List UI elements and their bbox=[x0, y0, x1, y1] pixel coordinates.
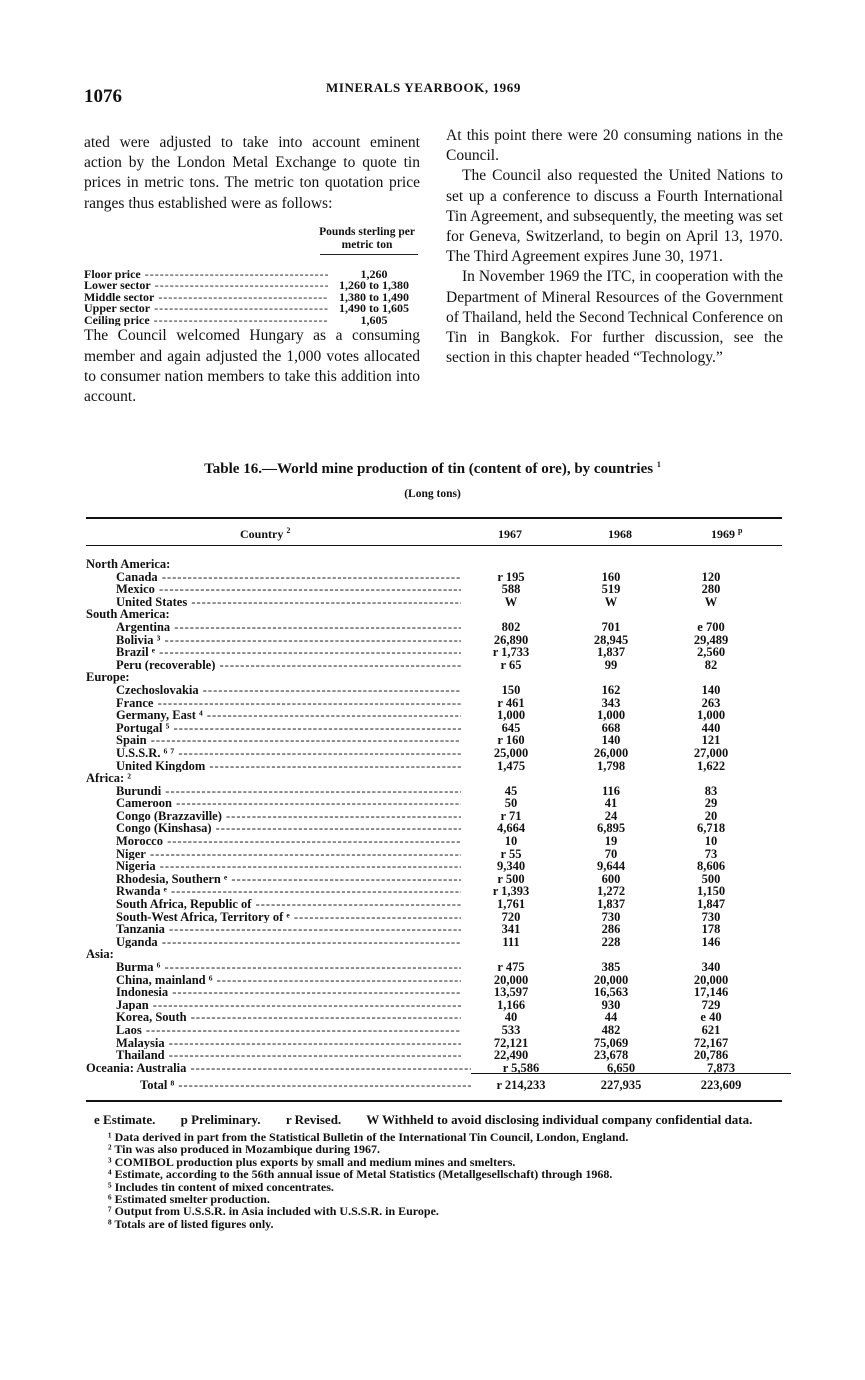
value-cell: 20 bbox=[704, 808, 718, 823]
value-cell: 45 bbox=[504, 783, 518, 798]
value-cell: 1,837 bbox=[596, 897, 626, 912]
country-cell: China, mainland ⁶ ----- bbox=[86, 974, 461, 987]
footnote: ⁵ Includes tin content of mixed concentrates. bbox=[108, 1179, 334, 1194]
country-cell: Cameroon ----- bbox=[86, 797, 461, 810]
country-cell: South Africa, Republic of ----- bbox=[86, 898, 461, 911]
value-cell: 1,847 bbox=[696, 897, 726, 912]
page-number: 1076 bbox=[84, 86, 122, 107]
value-cell: 29,489 bbox=[693, 632, 729, 647]
value-cell: 6,650 bbox=[606, 1060, 636, 1075]
country-cell: Argentina ----- bbox=[86, 621, 461, 634]
value-cell: 70 bbox=[604, 846, 618, 861]
value-cell: r 1,393 bbox=[492, 884, 530, 899]
value-cell: 668 bbox=[601, 720, 621, 735]
table-row bbox=[86, 797, 786, 810]
footnote: ⁸ Totals are of listed figures only. bbox=[108, 1216, 274, 1231]
total-rule bbox=[471, 1073, 791, 1074]
value-cell: W bbox=[504, 594, 518, 609]
value-cell: 1,272 bbox=[596, 884, 626, 899]
value-cell: r 195 bbox=[497, 569, 525, 584]
footnote: ⁴ Estimate, according to the 56th annual issue of Metal Statistics (Metallgesellschaft) through 1968. bbox=[108, 1167, 613, 1182]
country-cell: North America: bbox=[86, 558, 171, 571]
value-cell: 160 bbox=[601, 569, 621, 584]
value-cell bbox=[671, 671, 771, 684]
table-row bbox=[86, 986, 786, 999]
country-cell: Uganda ----- bbox=[86, 936, 461, 949]
table-row bbox=[86, 961, 786, 974]
country-cell: South-West Africa, Territory of ᵉ ----- bbox=[86, 911, 461, 924]
table-row bbox=[86, 1037, 786, 1050]
value-cell: 440 bbox=[701, 720, 721, 735]
value-cell: 16,563 bbox=[593, 985, 629, 1000]
table-row bbox=[86, 785, 786, 798]
value-cell: 150 bbox=[501, 682, 521, 697]
country-cell: Germany, East ⁴ ----- bbox=[86, 709, 461, 722]
country-cell: United Kingdom ----- bbox=[86, 760, 461, 773]
value-cell: 116 bbox=[601, 783, 621, 798]
footnote: ¹ Data derived in part from the Statistical Bulletin of the International Tin Council, London, England. bbox=[108, 1130, 629, 1144]
value-cell bbox=[571, 772, 671, 785]
value-cell: 10 bbox=[704, 834, 718, 849]
right-paragraph-1: At this point there were 20 consuming nations in the Council. bbox=[446, 127, 783, 165]
table-row bbox=[86, 885, 786, 898]
quote-label: Ceiling price ----- bbox=[84, 315, 328, 327]
country-cell: Bolivia ³ ----- bbox=[86, 634, 461, 647]
value-cell: 519 bbox=[601, 582, 621, 597]
value-cell: 533 bbox=[501, 1022, 521, 1037]
value-cell: 228 bbox=[601, 934, 621, 949]
legend-withheld: W Withheld to avoid disclosing individual company confidential data. bbox=[366, 1112, 753, 1127]
value-cell: 645 bbox=[501, 720, 521, 735]
value-cell: 1,475 bbox=[496, 758, 526, 773]
table-row bbox=[86, 571, 786, 584]
table-row bbox=[86, 1011, 786, 1024]
country-cell: Congo (Brazzaville) ----- bbox=[86, 810, 461, 823]
right-paragraph-3: In November 1969 the ITC, in cooperation with the Department of Mineral Resources of the Government of Thailand, held the Second Technical Conference on Tin in Bangkok. For further discussion, see the section in this chapter headed “Technology.” bbox=[446, 268, 783, 367]
value-cell bbox=[471, 608, 571, 621]
country-cell: Congo (Kinshasa) ----- bbox=[86, 822, 461, 835]
table-row bbox=[86, 873, 786, 886]
value-cell: 343 bbox=[601, 695, 621, 710]
value-cell bbox=[571, 671, 671, 684]
country-cell: Brazil ᵉ ----- bbox=[86, 646, 461, 659]
value-cell: 26,000 bbox=[593, 745, 629, 760]
value-cell: r 5,586 bbox=[502, 1060, 540, 1075]
total-label: Total ⁸ ----- bbox=[86, 1078, 471, 1093]
value-cell: 1,000 bbox=[596, 708, 626, 723]
table-title-note: 1 bbox=[656, 460, 661, 469]
value-cell: 146 bbox=[701, 934, 721, 949]
value-cell: 802 bbox=[501, 619, 521, 634]
right-paragraph-2: The Council also requested the United Nations to set up a conference to discuss a Fourth International Tin Agreement, and subsequently, the meeting was set for Geneva, Switzerland, to begin on April 13, 1970. The Third Agreement expires June 30, 1971. bbox=[446, 167, 783, 266]
country-cell: Thailand ----- bbox=[86, 1049, 461, 1062]
table-body bbox=[86, 558, 786, 1074]
country-cell: Niger ----- bbox=[86, 848, 461, 861]
table-row bbox=[86, 911, 786, 924]
column-header-1967: 1967 bbox=[498, 527, 522, 541]
country-cell: South America: bbox=[86, 608, 170, 621]
value-cell: 20,000 bbox=[593, 972, 629, 987]
value-cell: 25,000 bbox=[493, 745, 529, 760]
value-cell: r 461 bbox=[497, 695, 525, 710]
column-header-1968: 1968 bbox=[608, 527, 632, 541]
value-cell: 340 bbox=[701, 960, 721, 974]
value-cell: r 160 bbox=[497, 733, 525, 748]
table-row bbox=[86, 709, 786, 722]
value-cell: W bbox=[604, 594, 618, 609]
quote-table-rule bbox=[320, 254, 418, 255]
value-cell: 83 bbox=[704, 783, 718, 798]
table-row bbox=[86, 634, 786, 647]
quote-value: 1,260 to 1,380 bbox=[339, 278, 409, 293]
table-row-total bbox=[86, 1078, 786, 1093]
value-cell: 6,718 bbox=[696, 821, 726, 836]
table-row bbox=[86, 583, 786, 596]
table-row bbox=[86, 822, 786, 835]
country-cell: Morocco ----- bbox=[86, 835, 461, 848]
table-subtitle: (Long tons) bbox=[404, 488, 461, 500]
country-cell: Canada ----- bbox=[86, 571, 461, 584]
quote-table-header: Pounds sterling per metric ton bbox=[319, 225, 415, 251]
value-cell bbox=[671, 772, 771, 785]
value-cell: 27,000 bbox=[693, 745, 729, 760]
value-cell bbox=[471, 558, 571, 571]
quote-row bbox=[84, 312, 420, 327]
value-cell: 140 bbox=[701, 682, 721, 697]
value-cell: 7,873 bbox=[706, 1060, 736, 1075]
value-cell: 140 bbox=[601, 733, 621, 748]
table-row bbox=[86, 974, 786, 987]
value-cell: W bbox=[704, 594, 718, 609]
value-cell: 50 bbox=[504, 796, 518, 811]
value-cell: 28,945 bbox=[593, 632, 629, 647]
value-cell: 701 bbox=[601, 619, 621, 634]
value-cell: 1,622 bbox=[696, 758, 726, 773]
table-region-row bbox=[86, 772, 786, 785]
value-cell: 385 bbox=[601, 960, 621, 974]
value-cell: 600 bbox=[601, 871, 621, 886]
country-cell: Indonesia ----- bbox=[86, 986, 461, 999]
table-row bbox=[86, 722, 786, 735]
value-cell: 72,167 bbox=[693, 1035, 729, 1050]
table-row bbox=[86, 659, 786, 672]
value-cell: 1,150 bbox=[696, 884, 726, 899]
value-cell: r 55 bbox=[500, 846, 522, 861]
value-cell: 280 bbox=[701, 582, 721, 597]
country-cell: Portugal ⁵ ----- bbox=[86, 722, 461, 735]
value-cell: 588 bbox=[501, 582, 521, 597]
quote-value: 1,605 bbox=[360, 312, 388, 327]
table-row bbox=[86, 810, 786, 823]
left-paragraph-1: ated were adjusted to take into account eminent action by the London Metal Exchange to quote tin prices in metric tons. The metric ton quotation price ranges thus established were as follows: bbox=[84, 134, 420, 212]
value-cell: 99 bbox=[604, 657, 618, 672]
table-row bbox=[86, 734, 786, 747]
country-cell: United States ----- bbox=[86, 596, 461, 609]
value-cell: 1,761 bbox=[496, 897, 526, 912]
table-title-text: Table 16.—World mine production of tin (content of ore), by countries bbox=[204, 461, 654, 477]
table-row bbox=[86, 684, 786, 697]
value-cell: 730 bbox=[601, 909, 621, 924]
country-cell: Africa: ² bbox=[86, 772, 132, 785]
table-row bbox=[86, 936, 786, 949]
value-cell: 6,895 bbox=[596, 821, 626, 836]
country-cell: Korea, South ----- bbox=[86, 1011, 461, 1024]
value-cell: 482 bbox=[601, 1022, 621, 1037]
quote-label: Middle sector ----- bbox=[84, 292, 328, 304]
value-cell bbox=[671, 948, 771, 961]
left-column bbox=[84, 133, 420, 407]
country-cell: Spain ----- bbox=[86, 734, 461, 747]
value-cell bbox=[571, 558, 671, 571]
value-cell: 120 bbox=[701, 569, 721, 584]
value-cell: 26,890 bbox=[493, 632, 529, 647]
column-header-1969: 1969 $^p$ bbox=[711, 526, 743, 541]
table-row bbox=[86, 621, 786, 634]
footnote: ⁶ Estimated smelter production. bbox=[108, 1192, 270, 1207]
table-row bbox=[86, 1049, 786, 1062]
country-cell: Europe: bbox=[86, 671, 130, 684]
quote-label: Lower sector ----- bbox=[84, 280, 328, 292]
value-cell: e 700 bbox=[697, 619, 725, 634]
value-cell: 162 bbox=[601, 682, 621, 697]
country-cell: France ----- bbox=[86, 697, 461, 710]
value-cell: 1,000 bbox=[496, 708, 526, 723]
value-cell bbox=[671, 558, 771, 571]
country-cell: Burma ⁶ ----- bbox=[86, 961, 461, 974]
value-cell: 73 bbox=[704, 846, 718, 861]
value-cell: 730 bbox=[701, 909, 721, 924]
value-cell: 10 bbox=[504, 834, 518, 849]
value-cell: 621 bbox=[701, 1022, 721, 1037]
total-1967: r 214,233 bbox=[496, 1078, 546, 1092]
country-cell: Czechoslovakia ----- bbox=[86, 684, 461, 697]
country-cell: Japan ----- bbox=[86, 999, 461, 1012]
value-cell: 111 bbox=[502, 934, 520, 949]
country-cell: Rwanda ᵉ ----- bbox=[86, 885, 461, 898]
quote-value: 1,260 bbox=[360, 266, 388, 281]
value-cell: 44 bbox=[604, 1010, 618, 1025]
quote-label: Upper sector ----- bbox=[84, 303, 328, 315]
table-region-row bbox=[86, 671, 786, 684]
value-cell: 22,490 bbox=[493, 1048, 529, 1063]
quote-label: Floor price ----- bbox=[84, 269, 328, 281]
value-cell: 40 bbox=[504, 1010, 518, 1025]
country-cell: U.S.S.R. ⁶ ⁷ ----- bbox=[86, 747, 461, 760]
value-cell: 341 bbox=[501, 922, 521, 937]
country-cell: Malaysia ----- bbox=[86, 1037, 461, 1050]
value-cell bbox=[571, 608, 671, 621]
value-cell: 8,606 bbox=[696, 859, 726, 874]
value-cell: r 65 bbox=[500, 657, 522, 672]
column-header-country: Country $^2$ bbox=[240, 526, 291, 541]
table-row bbox=[86, 646, 786, 659]
total-1969: 223,609 bbox=[700, 1078, 742, 1092]
table-row bbox=[86, 835, 786, 848]
total-1968: 227,935 bbox=[600, 1078, 642, 1092]
legend-preliminary: p Preliminary. bbox=[180, 1112, 261, 1127]
quote-table bbox=[84, 266, 420, 327]
value-cell bbox=[471, 772, 571, 785]
value-cell: r 71 bbox=[500, 808, 522, 823]
value-cell: 9,340 bbox=[496, 859, 526, 874]
value-cell: 500 bbox=[701, 871, 721, 886]
footnote: ⁷ Output from U.S.S.R. in Asia included with U.S.S.R. in Europe. bbox=[108, 1204, 439, 1219]
value-cell: 930 bbox=[601, 997, 621, 1012]
left-paragraph-2: The Council welcomed Hungary as a consuming member and again adjusted the 1,000 votes allocated to consumer nation members to take this addition into account. bbox=[84, 327, 420, 405]
country-cell: Laos ----- bbox=[86, 1024, 461, 1037]
value-cell: 20,000 bbox=[493, 972, 529, 987]
value-cell: 9,644 bbox=[596, 859, 626, 874]
value-cell: 41 bbox=[604, 796, 618, 811]
table-row bbox=[86, 898, 786, 911]
right-column bbox=[446, 126, 783, 368]
table-row bbox=[86, 697, 786, 710]
value-cell: 23,678 bbox=[593, 1048, 629, 1063]
footnote: ³ COMIBOL production plus exports by small and medium mines and smelters. bbox=[108, 1154, 516, 1169]
value-cell: 82 bbox=[704, 657, 718, 672]
value-cell: 1,798 bbox=[596, 758, 626, 773]
table-row bbox=[86, 923, 786, 936]
value-cell: r 500 bbox=[497, 871, 525, 886]
value-cell: 121 bbox=[701, 733, 721, 748]
country-cell: Rhodesia, Southern ᵉ ----- bbox=[86, 873, 461, 886]
value-cell: 1,837 bbox=[596, 645, 626, 660]
running-head: MINERALS YEARBOOK, 1969 bbox=[326, 80, 521, 95]
legend-estimate: e Estimate. bbox=[94, 1112, 156, 1127]
value-cell: 720 bbox=[501, 909, 521, 924]
table-bottom-rule bbox=[86, 1100, 782, 1102]
value-cell: 178 bbox=[701, 922, 721, 937]
value-cell: 1,000 bbox=[696, 708, 726, 723]
value-cell: 729 bbox=[701, 997, 721, 1012]
value-cell: 20,786 bbox=[693, 1048, 729, 1063]
country-cell: Mexico ----- bbox=[86, 583, 461, 596]
footnote: ² Tin was also produced in Mozambique during 1967. bbox=[108, 1142, 380, 1157]
value-cell: 4,664 bbox=[496, 821, 526, 836]
table-row bbox=[86, 1024, 786, 1037]
country-cell: Peru (recoverable) ----- bbox=[86, 659, 461, 672]
table-region-row bbox=[86, 948, 786, 961]
quote-value: 1,380 to 1,490 bbox=[339, 289, 409, 304]
value-cell: 20,000 bbox=[693, 972, 729, 987]
table-header-rule bbox=[86, 545, 782, 546]
value-cell: 13,597 bbox=[493, 985, 529, 1000]
table-title bbox=[0, 461, 865, 478]
value-cell: 2,560 bbox=[696, 645, 726, 660]
table-region-row bbox=[86, 608, 786, 621]
value-cell: 17,146 bbox=[693, 985, 729, 1000]
table-row bbox=[86, 760, 786, 773]
table-row bbox=[86, 860, 786, 873]
value-cell bbox=[571, 948, 671, 961]
legend-revised: r Revised. bbox=[285, 1112, 342, 1127]
value-cell: e 40 bbox=[700, 1010, 722, 1025]
table-top-rule bbox=[86, 517, 782, 519]
value-cell: r 475 bbox=[497, 960, 525, 974]
table-region-row bbox=[86, 558, 786, 571]
country-cell: Asia: bbox=[86, 948, 114, 961]
table-row bbox=[86, 747, 786, 760]
country-cell: Nigeria ----- bbox=[86, 860, 461, 873]
footnote-legend bbox=[94, 1113, 794, 1127]
value-cell: 75,069 bbox=[593, 1035, 629, 1050]
value-cell: 72,121 bbox=[493, 1035, 529, 1050]
table-row bbox=[86, 999, 786, 1012]
country-cell: Tanzania ----- bbox=[86, 923, 461, 936]
value-cell: 1,166 bbox=[496, 997, 526, 1012]
value-cell bbox=[471, 671, 571, 684]
value-cell: 29 bbox=[704, 796, 718, 811]
table-row bbox=[86, 848, 786, 861]
value-cell: 263 bbox=[701, 695, 721, 710]
country-cell: Burundi ----- bbox=[86, 785, 461, 798]
value-cell: r 1,733 bbox=[492, 645, 530, 660]
footnotes bbox=[108, 1131, 798, 1230]
value-cell: 19 bbox=[604, 834, 618, 849]
country-cell: Oceania: Australia ----- bbox=[86, 1062, 471, 1075]
value-cell: 24 bbox=[604, 808, 618, 823]
table-row bbox=[86, 596, 786, 609]
quote-value: 1,490 to 1,605 bbox=[339, 301, 409, 316]
value-cell: 286 bbox=[601, 922, 621, 937]
